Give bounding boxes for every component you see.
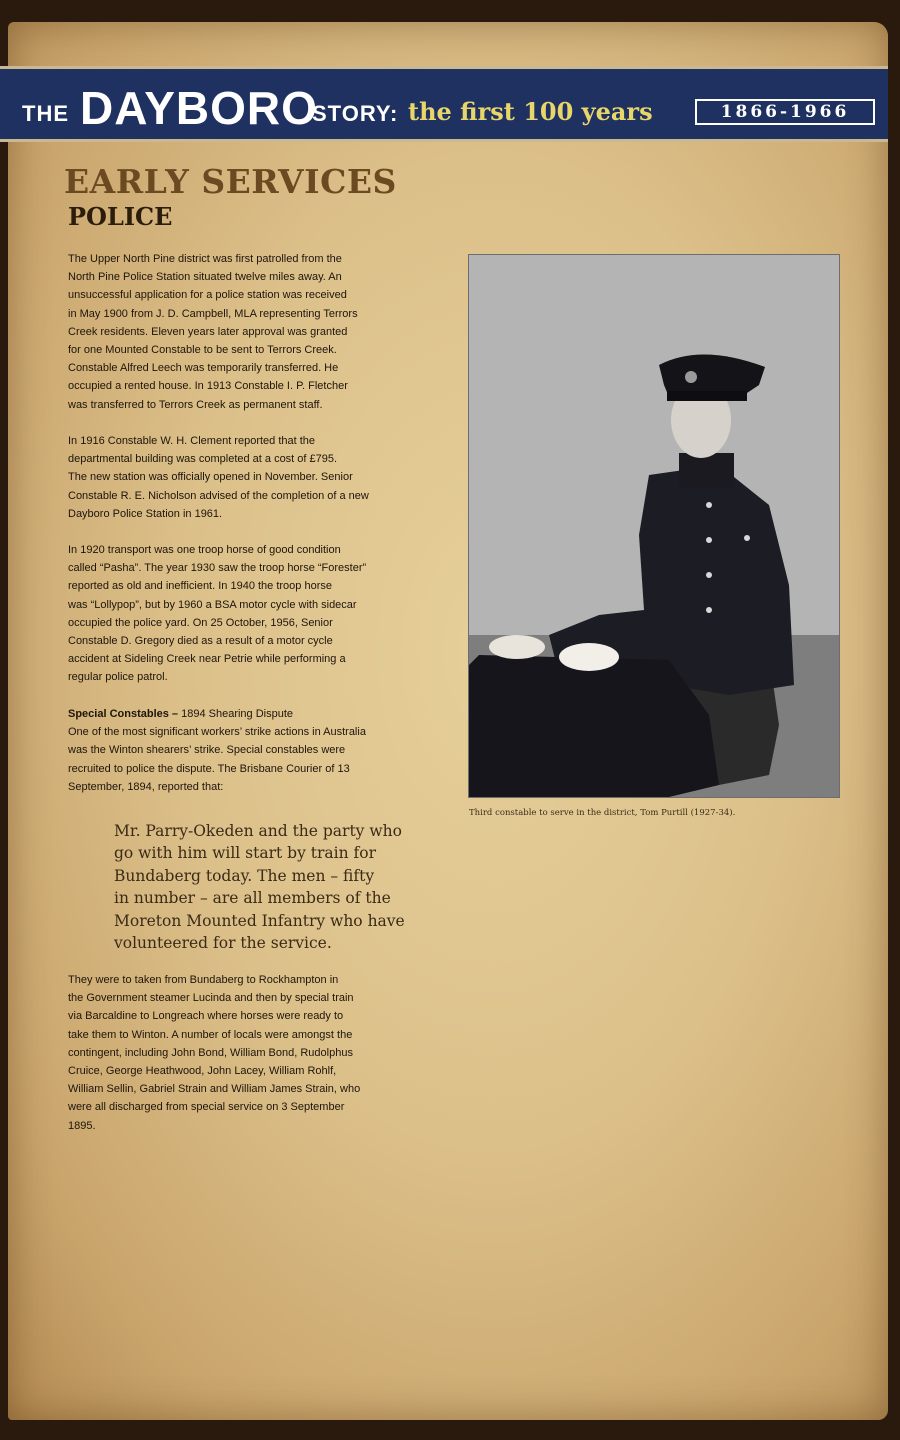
banner-the: THE	[22, 101, 69, 126]
banner-dayboro: DAYBORO	[80, 82, 318, 134]
paragraph-5: They were to taken from Bundaberg to Rockhampton in the Government steamer Lucinda and then by special train via Barcaldine to Longreach where horses were ready to take them to Winton. A number of locals were amongst the contingent, including John Bond, William Bond, Rudolphus Cruice, George Heathwood, John Lacey, William Rohlf, William Sellin, Gabriel Strain and William James Strain, who were all discharged from special service on 3 September 1895.	[68, 974, 361, 1132]
newspaper-quote: Mr. Parry-Okeden and the party who go with him will start by train for Bundaberg today. The men – fifty in number – are all members of the Moreton Mounted Infantry who have volunteered for the service.	[114, 822, 405, 953]
constable-photo	[468, 254, 840, 798]
constable-portrait-illustration	[469, 255, 839, 797]
banner-years-box: 1866-1966	[695, 99, 875, 125]
special-constables-title: Special Constables –	[68, 708, 179, 720]
paragraph-3: In 1920 transport was one troop horse of good condition called “Pasha”. The year 1930 saw the troop horse “Forester” reported as old and inefficient. In 1940 the troop horse was “Lollypop”, but by 1960 a BSA motor cycle with sidecar occupied the police yard. On 25 October, 1956, Senior Constable D. Gregory died as a result of a motor cycle accident at Sideling Creek near Petrie while performing a regular police patrol.	[68, 544, 367, 684]
paragraph-4: Special Constables – 1894 Shearing Dispute One of the most significant workers’ strike actions in Australia was the Winton shearers’ strike. Special constables were recruited to police the dispute. The Brisbane Courier of 13 September, 1894, reported that:	[68, 708, 366, 793]
page-title: EARLY SERVICES	[64, 162, 397, 201]
banner-story: STORY:	[312, 101, 399, 126]
banner-subtitle: the first 100 years	[408, 97, 653, 126]
title-banner	[0, 66, 888, 142]
photo-caption: Third constable to serve in the district, Tom Purtill (1927-34).	[469, 808, 736, 818]
paragraph-2: In 1916 Constable W. H. Clement reported that the departmental building was completed at a cost of £795. The new station was officially opened in November. Senior Constable R. E. Nicholson advised of the completion of a new Dayboro Police Station in 1961.	[68, 435, 369, 520]
section-title: POLICE	[68, 202, 173, 231]
paragraph-1: The Upper North Pine district was first patrolled from the North Pine Police Station situated twelve miles away. An unsuccessful application for a police station was received in May 1900 from J. D. Campbell, MLA representing Terrors Creek residents. Eleven years later approval was granted for one Mounted Constable to be sent to Terrors Creek. Constable Alfred Leech was temporarily transferred. He occupied a rented house. In 1913 Constable I. P. Fletcher was transferred to Terrors Creek as permanent staff.	[68, 253, 358, 411]
